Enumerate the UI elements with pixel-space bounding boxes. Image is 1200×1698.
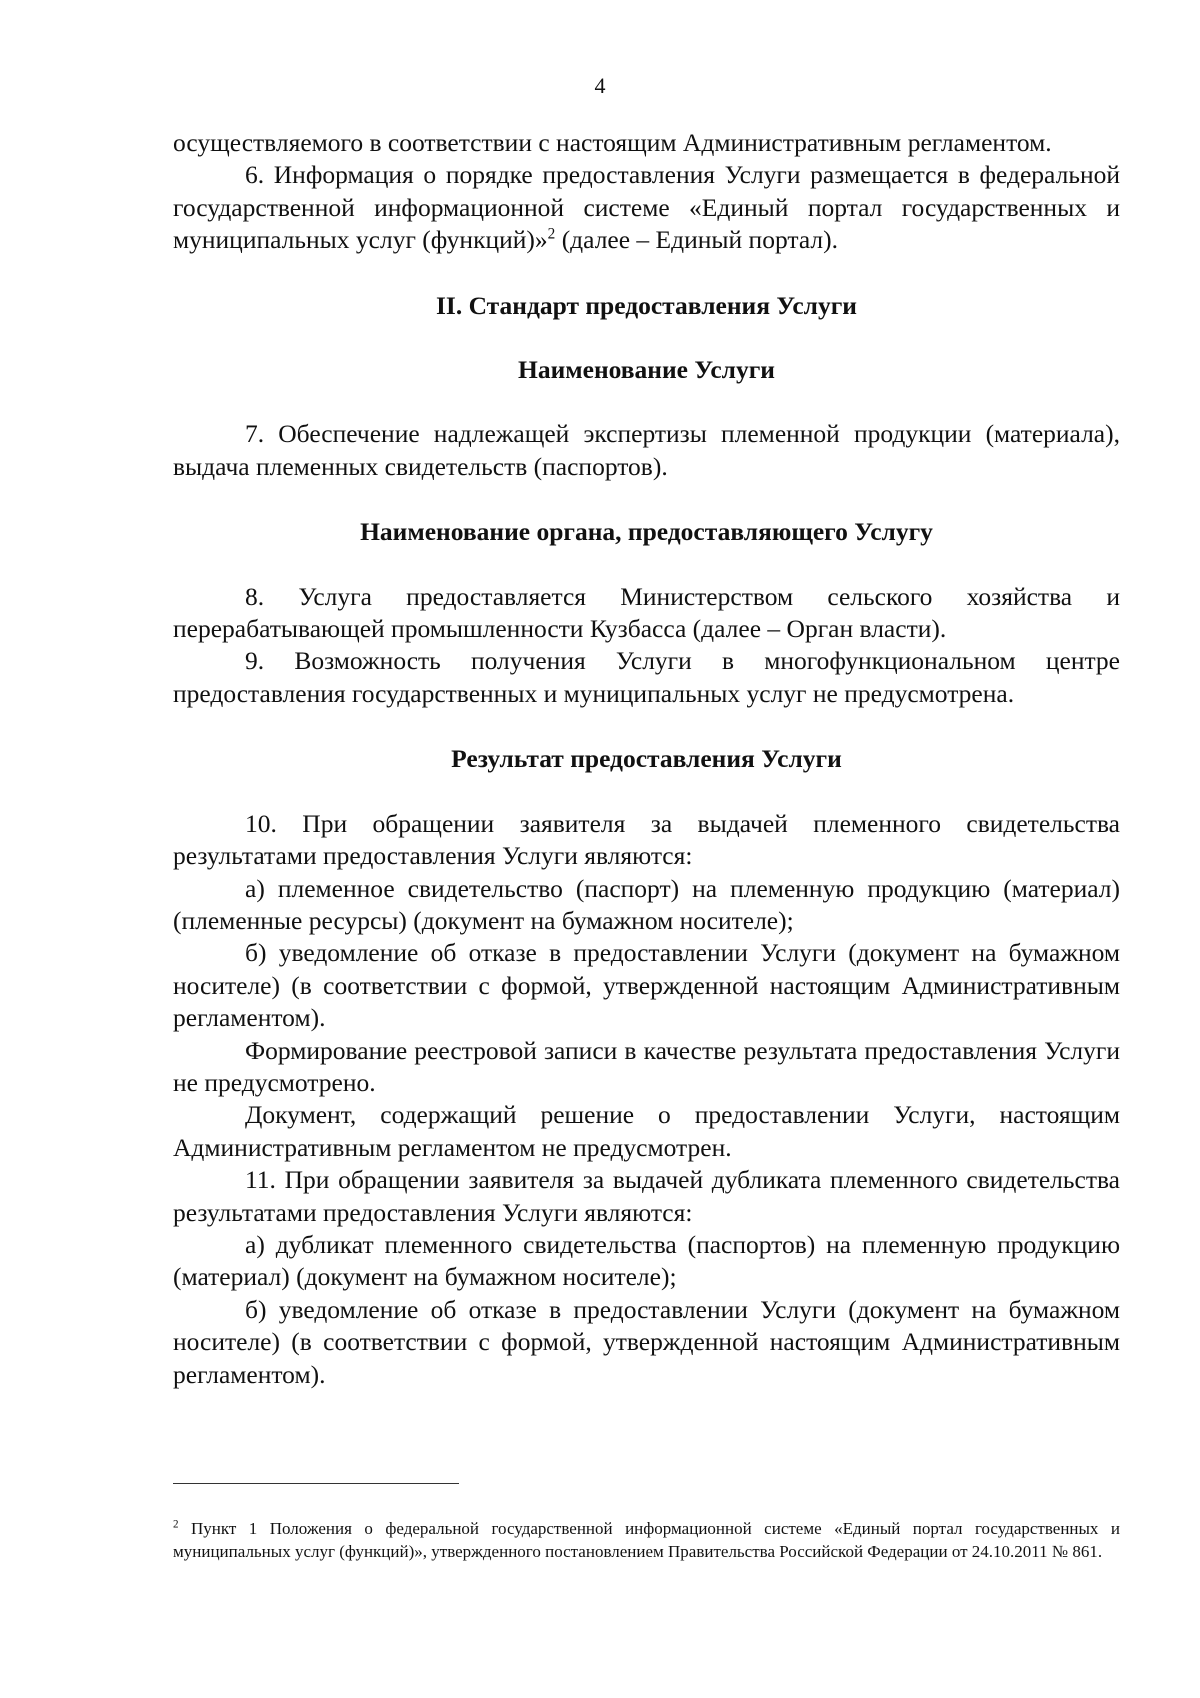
document-body — [173, 127, 1120, 1391]
paragraph-11-item-b: б) уведомление об отказе в предоставлении Услуги (документ на бумажном носителе) (в соответствии с формой, утвержденной настоящим Административным регламентом). — [173, 1294, 1120, 1389]
footnote-separator — [173, 1483, 459, 1484]
paragraph-10: 10. При обращении заявителя за выдачей племенного свидетельства результатами предоставления Услуги являются: — [173, 808, 1120, 871]
paragraph-8: 8. Услуга предоставляется Министерством сельского хозяйства и перерабатывающей промышленности Кузбасса (далее – Орган власти). — [173, 581, 1120, 644]
paragraph-7: 7. Обеспечение надлежащей экспертизы племенной продукции (материала), выдача племенных свидетельств (паспортов). — [173, 419, 1120, 481]
paragraph-10-document-note: Документ, содержащий решение о предоставлении Услуги, настоящим Административным регламентом не предусмотрен. — [173, 1100, 1120, 1162]
paragraph-11: 11. При обращении заявителя за выдачей дубликата племенного свидетельства результатами предоставления Услуги являются: — [173, 1165, 1120, 1227]
paragraph-6-text-end: (далее – Единый портал). — [555, 225, 838, 255]
paragraph-6 — [173, 159, 1120, 256]
footnote-marker: 2 — [173, 1518, 179, 1531]
paragraph-10-item-a: а) племенное свидетельство (паспорт) на племенную продукцию (материал) (племенные ресурсы) (документ на бумажном носителе); — [173, 873, 1120, 935]
paragraph-11-item-a: а) дубликат племенного свидетельства (паспортов) на племенную продукцию (материал) (документ на бумажном носителе); — [173, 1229, 1120, 1292]
heading-service-name: Наименование Услуги — [518, 355, 775, 385]
section-title: II. Стандарт предоставления Услуги — [436, 290, 857, 320]
paragraph-6-text: 6. Информация о порядке предоставления Услуги размещается в федеральной государственной информационной системе «Единый портал государственных и муниципальных услуг (функций)» — [173, 160, 1120, 255]
paragraph-9: 9. Возможность получения Услуги в многофункциональном центре предоставления государственных и муниципальных услуг не предусмотрена. — [173, 646, 1120, 708]
paragraph-10-registry-note: Формирование реестровой записи в качестве результата предоставления Услуги не предусмотрено. — [173, 1035, 1120, 1097]
footnote-text: Пункт 1 Положения о федеральной государственной информационной системе «Единый портал государственных и муниципальных услуг (функций)», утвержденного постановлением Правительства Российской Федерации от 24.10.2011 № 861. — [173, 1519, 1120, 1561]
paragraph-continuation: осуществляемого в соответствии с настоящим Административным регламентом. — [173, 128, 1052, 157]
heading-authority-name: Наименование органа, предоставляющего Услугу — [360, 517, 933, 547]
paragraph-10-item-b: б) уведомление об отказе в предоставлении Услуги (документ на бумажном носителе) (в соответствии с формой, утвержденной настоящим Административным регламентом). — [173, 938, 1120, 1033]
footnote — [173, 1518, 1120, 1563]
page-number: 4 — [594, 73, 606, 98]
footnote-reference: 2 — [547, 225, 556, 243]
heading-service-result: Результат предоставления Услуги — [451, 744, 842, 774]
